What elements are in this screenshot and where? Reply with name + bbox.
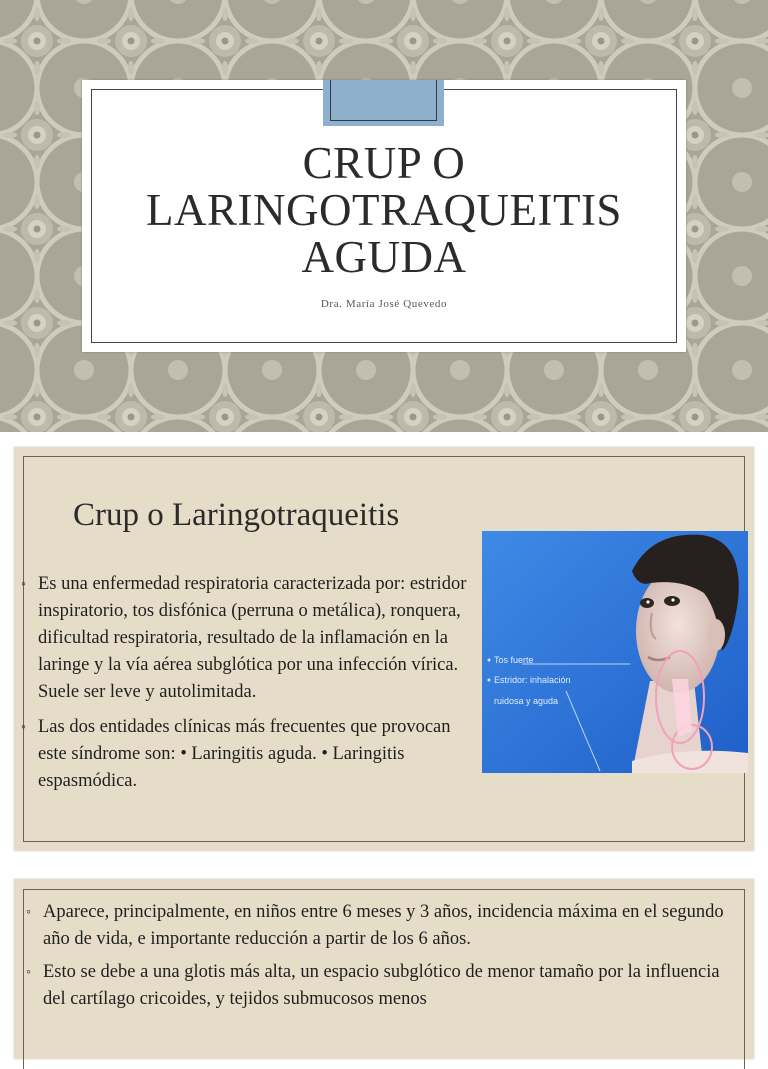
label-tos-fuerte: Tos fuerte	[494, 655, 534, 665]
bullet-marker: ◦	[21, 577, 26, 592]
author-subtitle: Dra. María José Quevedo	[320, 298, 448, 310]
list-item	[26, 959, 733, 1013]
content-slide-definition	[14, 447, 754, 851]
bullet-marker: ◦	[21, 720, 26, 735]
title-line-1: CRUP O	[302, 138, 466, 188]
title-line-2: LARINGOTRAQUEITIS	[146, 185, 622, 235]
bullet-list	[21, 571, 478, 803]
child-croup-illustration	[482, 531, 748, 773]
title-line-3: AGUDA	[301, 232, 467, 282]
bullet-text: Es una enfermedad respiratoria caracterizada por: estridor inspiratorio, tos disfónica (perruna o metálica), ronquera, dificultad respiratoria, resultado de la inflamación en la laringe y la vía aérea subglótica por una infección vírica. Suele ser leve y autolimitada.	[38, 574, 467, 702]
title-card	[82, 80, 686, 352]
list-item	[21, 571, 478, 706]
content-slide-epidemiology	[14, 879, 754, 1059]
bullet-text: Esto se debe a una glotis más alta, un espacio subglótico de menor tamaño por la influencia del cartílago cricoides, y tejidos submucosos menos	[43, 962, 720, 1009]
title-tab-decoration	[323, 80, 444, 126]
title-slide	[0, 0, 768, 432]
label-estridor: Estridor: inhalación	[494, 675, 571, 685]
slide-title	[82, 140, 686, 281]
bullet-text: Aparece, principalmente, en niños entre 6 meses y 3 años, incidencia máxima en el segundo año de vida, e importante reducción a partir de los 6 años.	[43, 902, 724, 949]
bullet-marker: ◦	[26, 965, 31, 980]
list-item	[26, 899, 733, 953]
bullet-marker: ◦	[26, 905, 31, 920]
bullet-list	[26, 899, 733, 1019]
slide-heading: Crup o Laringotraqueitis	[73, 497, 400, 533]
label-ruidosa: ruidosa y aguda	[494, 696, 559, 706]
bullet-text: Las dos entidades clínicas más frecuentes que provocan este síndrome son: • Laringitis aguda. • Laringitis espasmódica.	[38, 717, 451, 791]
list-item	[21, 714, 478, 795]
